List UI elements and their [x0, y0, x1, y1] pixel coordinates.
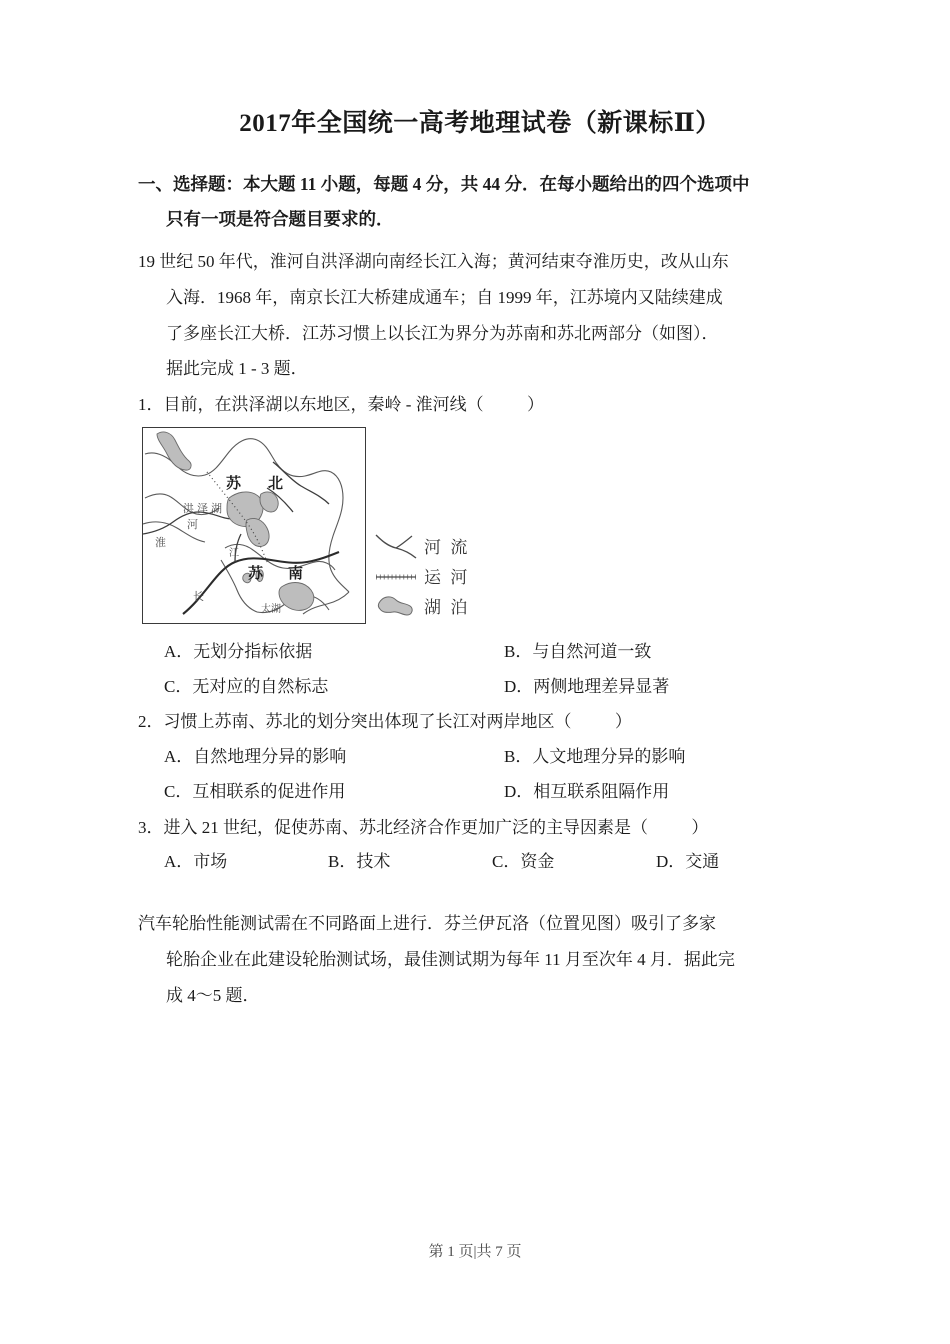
option-row	[164, 845, 822, 880]
map-frame	[142, 427, 366, 624]
svg-text:苏: 苏	[248, 564, 264, 582]
question-3-stem-close: ）	[691, 817, 709, 837]
question-2-stem	[138, 704, 822, 740]
option-row	[164, 670, 822, 705]
passage-jiangsu-line-4: 据此完成 1 - 3 题．	[166, 359, 308, 379]
svg-text:洪: 洪	[183, 502, 194, 515]
section-heading	[138, 167, 822, 239]
svg-text:长: 长	[193, 590, 204, 603]
figure-jiangsu-map	[138, 427, 822, 633]
question-2-option-c[interactable]: C．互相联系的促进作用	[164, 781, 346, 801]
svg-text:湖: 湖	[211, 502, 222, 515]
question-3-stem-text: 3．进入 21 世纪，促使苏南、苏北经济合作更加广泛的主导因素是（	[138, 817, 648, 837]
page-title: 2017年全国统一高考地理试卷（新课标Ⅱ）	[239, 110, 721, 137]
canal-symbol-icon	[374, 563, 418, 589]
legend-item-river	[374, 531, 494, 561]
option-row	[164, 635, 822, 670]
passage-tire-line-1: 汽车轮胎性能测试需在不同路面上进行．芬兰伊瓦洛（位置见图）吸引了多家	[138, 914, 716, 934]
question-3-options	[138, 845, 822, 880]
svg-text:南: 南	[288, 564, 304, 582]
question-1-option-b[interactable]: B．与自然河道一致	[504, 641, 652, 661]
passage-jiangsu-line-2: 入海．1968 年，南京长江大桥建成通车；自 1999 年，江苏境内又陆续建成	[166, 287, 723, 307]
page-footer: 第 1 页|共 7 页	[428, 1244, 522, 1260]
legend-item-canal	[374, 561, 494, 591]
question-2-option-d[interactable]: D．相互联系阻隔作用	[504, 781, 670, 801]
passage-tire-testing	[138, 906, 822, 1013]
question-1-stem-text: 1．目前，在洪泽湖以东地区，秦岭 - 淮河线（	[138, 395, 484, 414]
question-1-options	[138, 635, 822, 705]
map-legend	[374, 531, 494, 621]
passage-jiangsu-line-3: 了多座长江大桥．江苏习惯上以长江为界分为苏南和苏北两部分（如图）．	[166, 323, 719, 343]
question-1-stem-close: ）	[527, 395, 545, 414]
question-2-stem-close: ）	[614, 712, 632, 732]
svg-text:河: 河	[187, 518, 198, 531]
option-row	[164, 740, 822, 775]
question-1-option-a[interactable]: A．无划分指标依据	[164, 641, 313, 661]
question-2-option-b[interactable]: B．人文地理分异的影响	[504, 747, 686, 767]
question-2-option-a[interactable]: A．自然地理分异的影响	[164, 747, 347, 767]
section-heading-line-2: 只有一项是符合题目要求的．	[166, 209, 394, 230]
question-3-option-c[interactable]: C．资金	[492, 852, 555, 872]
question-1-option-c[interactable]: C．无对应的自然标志	[164, 676, 329, 696]
legend-item-lake	[374, 591, 494, 621]
question-3-option-b[interactable]: B．技术	[328, 852, 391, 872]
passage-tire-line-3: 成 4～5 题．	[166, 985, 260, 1005]
passage-jiangsu-line-1: 19 世纪 50 年代，淮河自洪泽湖向南经长江入海；黄河结束夺淮历史，改从山东	[138, 252, 729, 272]
svg-text:淮: 淮	[155, 536, 166, 549]
legend-label-canal: 运河	[424, 568, 477, 588]
footer-divider	[400, 1234, 550, 1235]
question-3-option-d[interactable]: D．交通	[656, 852, 720, 872]
section-heading-line-1: 一、选择题：本大题 11 小题，每题 4 分，共 44 分．在每小题给出的四个选项中	[138, 173, 750, 194]
question-3-stem	[138, 810, 822, 846]
option-row	[164, 775, 822, 810]
passage-tire-line-2: 轮胎企业在此建设轮胎测试场，最佳测试期为每年 11 月至次年 4 月．据此完	[166, 949, 735, 969]
question-1-option-d[interactable]: D．两侧地理差异显著	[504, 676, 670, 696]
question-2-options	[138, 740, 822, 810]
river-symbol-icon	[374, 533, 418, 559]
svg-text:太湖: 太湖	[261, 603, 281, 615]
lake-symbol-icon	[374, 593, 418, 619]
question-2-stem-text: 2．习惯上苏南、苏北的划分突出体现了长江对两岸地区（	[138, 712, 572, 732]
passage-jiangsu	[138, 244, 822, 387]
svg-text:北: 北	[268, 474, 284, 492]
question-3-option-a[interactable]: A．市场	[164, 852, 228, 872]
svg-text:泽: 泽	[197, 502, 208, 515]
page-content	[138, 108, 822, 1013]
legend-label-lake: 湖泊	[424, 598, 477, 618]
legend-label-river: 河流	[424, 538, 477, 558]
svg-text:江: 江	[229, 547, 239, 559]
question-1-stem	[138, 387, 822, 423]
svg-text:苏: 苏	[226, 474, 242, 492]
